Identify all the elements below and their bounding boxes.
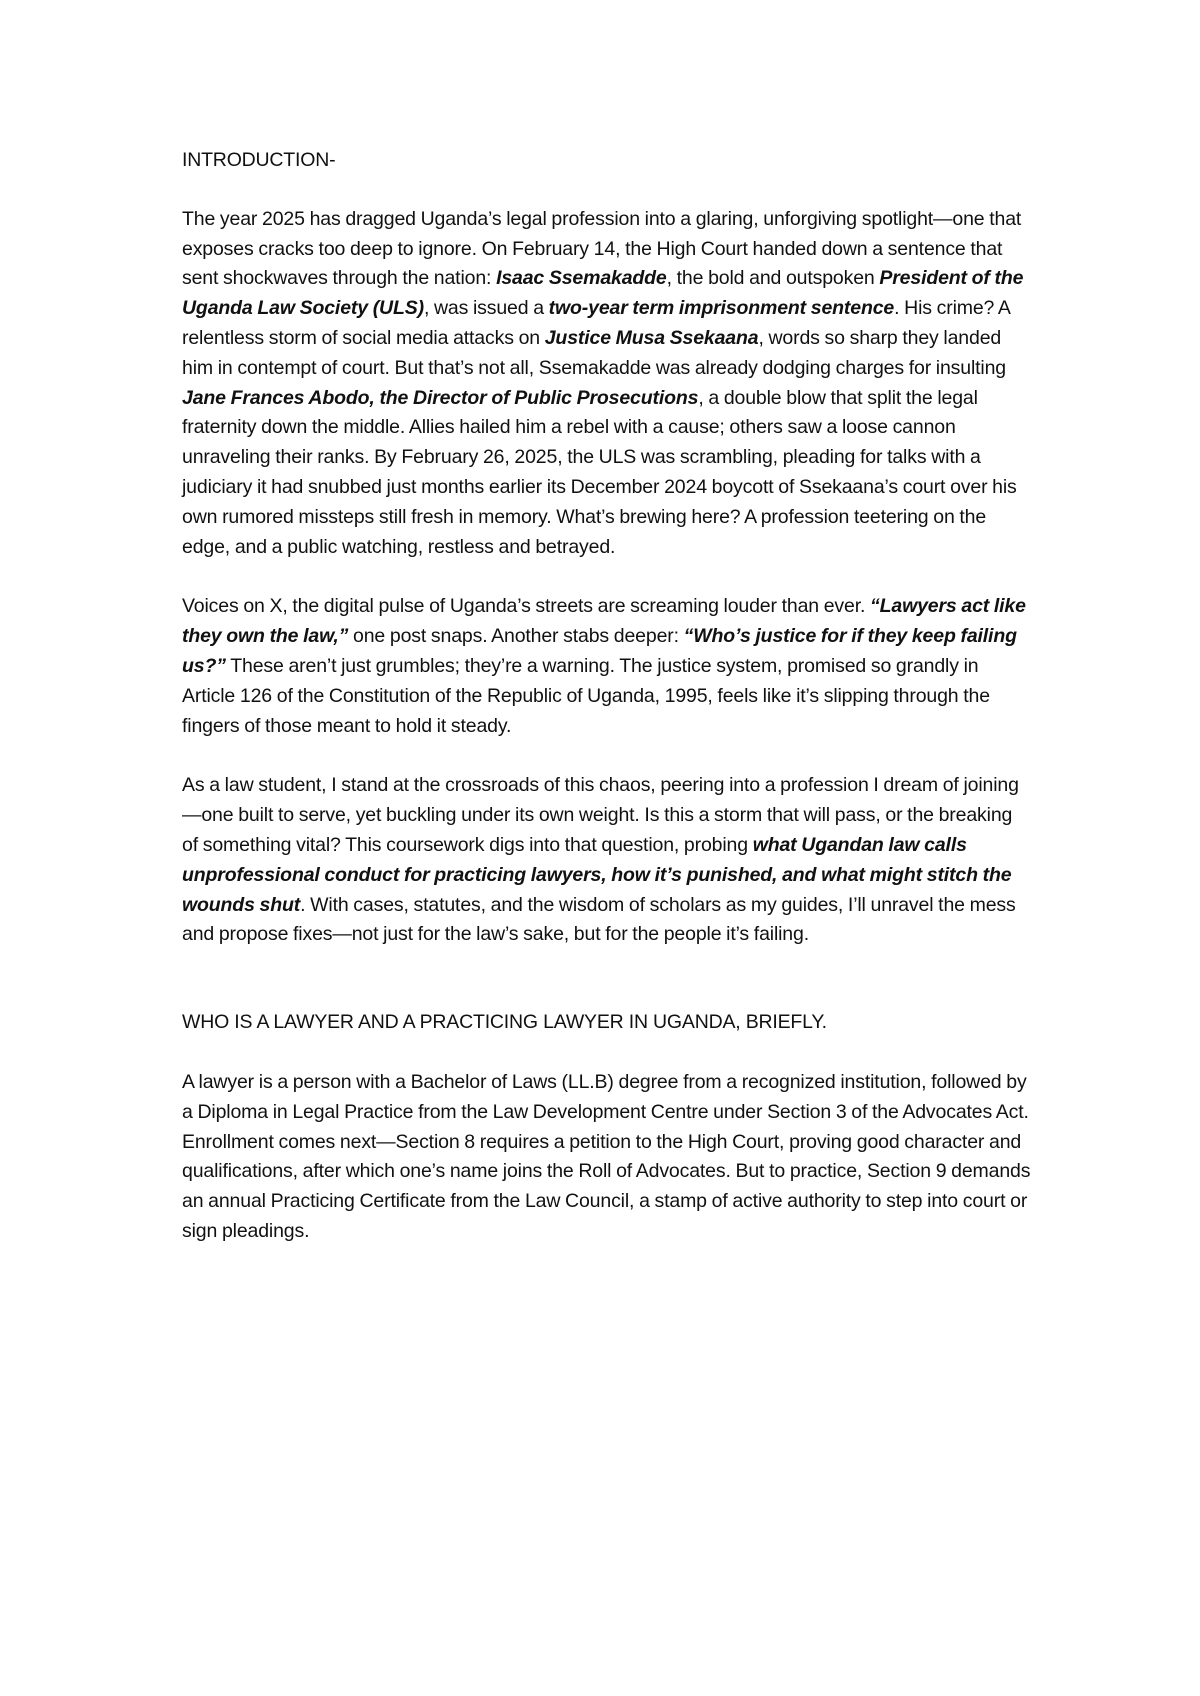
text-run: , the bold and outspoken bbox=[666, 267, 880, 290]
document-page bbox=[182, 146, 1032, 1277]
emphasis-isaac-ssemakadde: Isaac Ssemakadde bbox=[496, 267, 667, 290]
emphasis-sentence: two-year term imprisonment sentence bbox=[548, 297, 895, 320]
text-run: , words so sharp they landed him in contempt of court. But that’s not all, Ssemakadde was already dodging charges for insulting bbox=[182, 326, 1006, 379]
emphasis-justice-ssekaana: Justice Musa Ssekaana bbox=[544, 326, 759, 349]
text-run: . With cases, statutes, and the wisdom of scholars as my guides, I’ll unravel the mess and propose fixes—not just for the law’s sake, but for the people it’s failing. bbox=[182, 893, 1016, 946]
introduction-heading: INTRODUCTION- bbox=[182, 149, 336, 171]
emphasis-research-question: what Ugandan law calls unprofessional conduct for practicing lawyers, how it’s punished, and what might stitch the wounds shut bbox=[182, 833, 1012, 916]
text-run: The year 2025 has dragged Uganda’s legal profession into a glaring, unforgiving spotlight—one that exposes cracks too deep to ignore. On February 14, the High Court handed down a sentence that sent shockwaves through the nation: bbox=[182, 207, 1022, 290]
text-run: These aren’t just grumbles; they’re a warning. The justice system, promised so grandly in Article 126 of the Constitution of the Republic of Uganda, 1995, feels like it’s slipping through the fingers of those meant to hold it steady. bbox=[182, 654, 990, 737]
emphasis-quote-2: “Who’s justice for if they keep failing us?” bbox=[182, 625, 1017, 677]
text-run: Voices on X, the digital pulse of Uganda’s streets are screaming louder than ever. bbox=[182, 595, 871, 618]
intro-paragraph-3 bbox=[182, 771, 1032, 950]
emphasis-uls-president: President of the Uganda Law Society (ULS) bbox=[182, 267, 1024, 320]
text-run: . His crime? A relentless storm of social media attacks on bbox=[182, 297, 1010, 349]
text-run: , was issued a bbox=[423, 297, 549, 320]
text-run: As a law student, I stand at the crossroads of this chaos, peering into a profession I dream of joining—one built to serve, yet buckling under its own weight. Is this a storm that will pass, or the breaking of something vital? This coursework digs into that question, probing bbox=[182, 774, 1019, 856]
intro-paragraph-2 bbox=[182, 592, 1032, 741]
text-run: one post snaps. Another stabs deeper: bbox=[348, 625, 684, 648]
emphasis-separator: , bbox=[369, 386, 380, 409]
intro-paragraph-1 bbox=[182, 205, 1032, 563]
emphasis-dpp: the Director of Public Prosecutions bbox=[379, 386, 699, 409]
emphasis-quote-1: “Lawyers act like they own the law,” bbox=[182, 595, 1026, 648]
text-run: , a double blow that split the legal fraternity down the middle. Allies hailed him a rebel with a cause; others saw a loose cannon unraveling their ranks. By February 26, 2025, the ULS was scrambling, pleading for talks with a judiciary it had snubbed just months earlier its December 2024 boycott of Ssekaana’s court over his own rumored missteps still fresh in memory. What’s brewing here? A profession teetering on the edge, and a public watching, restless and betrayed. bbox=[182, 386, 1017, 558]
emphasis-jane-frances-abodo: Jane Frances Abodo bbox=[182, 386, 370, 409]
section2-paragraph-1: A lawyer is a person with a Bachelor of Laws (LL.B) degree from a recognized institution, followed by a Diploma in Legal Practice from the Law Development Centre under Section 3 of the Advocates Act. Enrollment comes next—Section 8 requires a petition to the High Court, proving good character and qualifications, after which one’s name joins the Roll of Advocates. But to practice, Section 9 demands an annual Practicing Certificate from the Law Council, a stamp of active authority to step into court or sign pleadings. bbox=[182, 1070, 1031, 1242]
section-heading-who-is-a-lawyer: WHO IS A LAWYER AND A PRACTICING LAWYER IN UGANDA, BRIEFLY. bbox=[182, 1011, 827, 1034]
